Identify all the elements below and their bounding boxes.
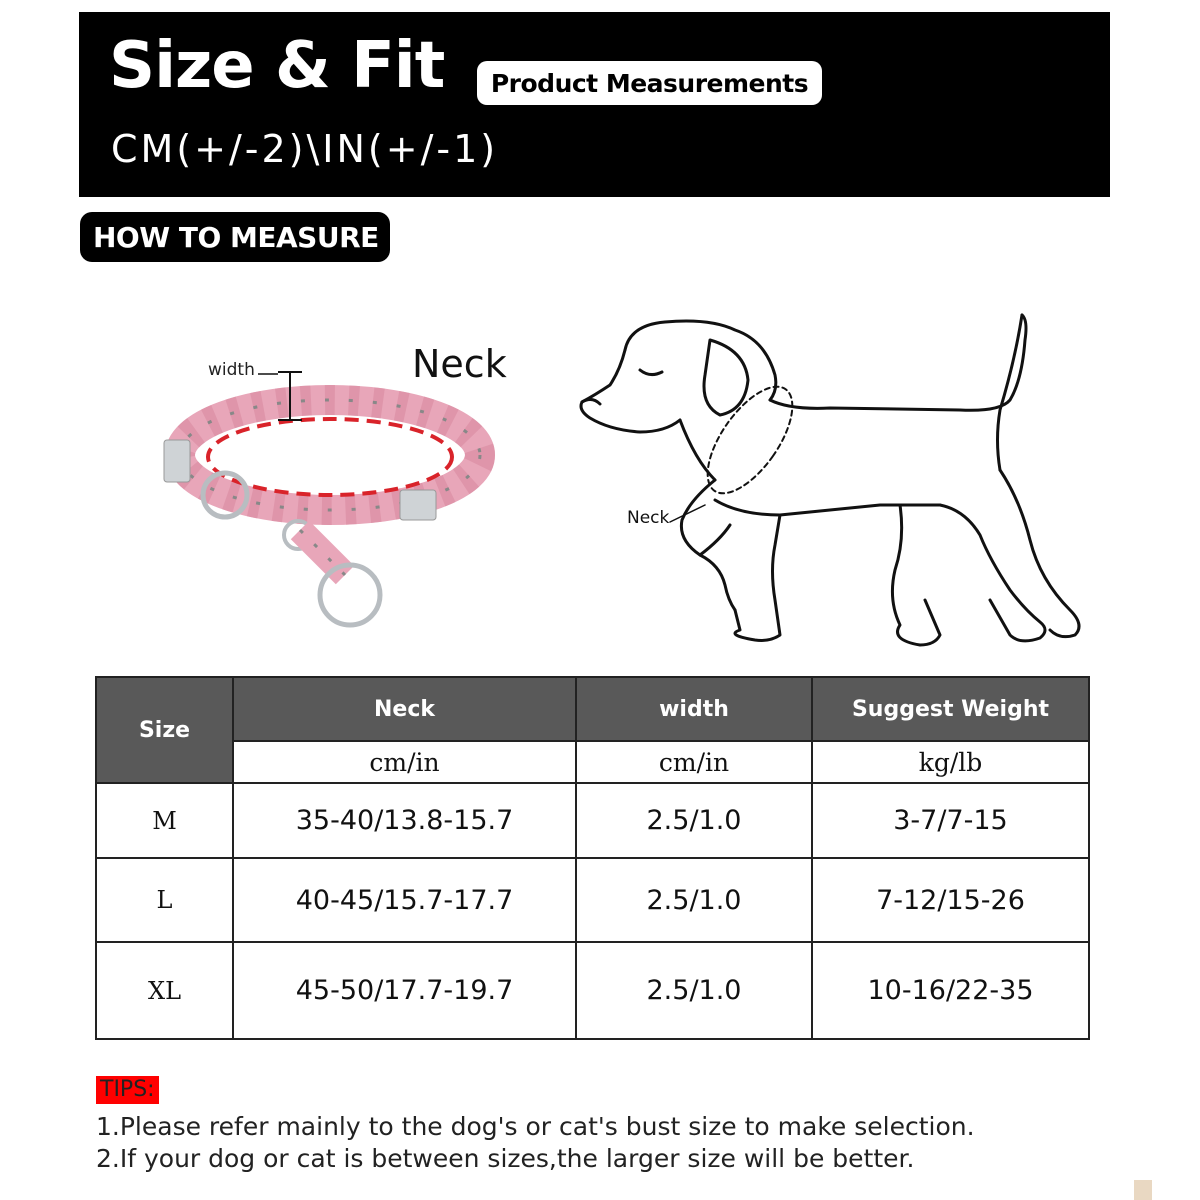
page-title: Size & Fit [109,29,445,103]
row-weight: 7-12/15-26 [812,858,1089,942]
unit-width: cm/in [576,741,812,783]
table-unit-row [96,741,1089,783]
row-neck: 45-50/17.7-19.7 [233,942,576,1039]
dog-outline-image [570,300,1110,670]
row-width: 2.5/1.0 [576,858,812,942]
tip-line-1: 1.Please refer mainly to the dog's or cat's bust size to make selection. [96,1112,975,1141]
tips-label: TIPS: [96,1076,159,1104]
row-size: M [96,783,233,858]
row-weight: 3-7/7-15 [812,783,1089,858]
row-width: 2.5/1.0 [576,942,812,1039]
unit-weight: kg/lb [812,741,1089,783]
size-chart-table [95,676,1090,1040]
collar-illustration [150,330,530,630]
row-size: XL [96,942,233,1039]
header-size: Size [96,677,233,783]
collar-width-label: width [208,360,255,380]
table-header-row [96,677,1089,741]
table-row [96,858,1089,942]
row-weight: 10-16/22-35 [812,942,1089,1039]
header-width: width [576,677,812,741]
how-to-measure-label: HOW TO MEASURE [80,212,390,262]
corner-decoration [1134,1180,1152,1200]
row-width: 2.5/1.0 [576,783,812,858]
table-row [96,783,1089,858]
row-neck: 40-45/15.7-17.7 [233,858,576,942]
header-neck: Neck [233,677,576,741]
row-neck: 35-40/13.8-15.7 [233,783,576,858]
table-row [96,942,1089,1039]
row-size: L [96,858,233,942]
product-measurements-badge: Product Measurements [477,61,822,105]
unit-neck: cm/in [233,741,576,783]
header-weight: Suggest Weight [812,677,1089,741]
tip-line-2: 2.If your dog or cat is between sizes,the larger size will be better. [96,1144,915,1173]
dog-neck-label: Neck [627,508,670,528]
collar-neck-label: Neck [412,342,507,386]
dog-illustration [570,300,1110,670]
header-banner [79,12,1110,197]
tolerance-subtitle: CM(+/-2)\IN(+/-1) [111,127,499,171]
